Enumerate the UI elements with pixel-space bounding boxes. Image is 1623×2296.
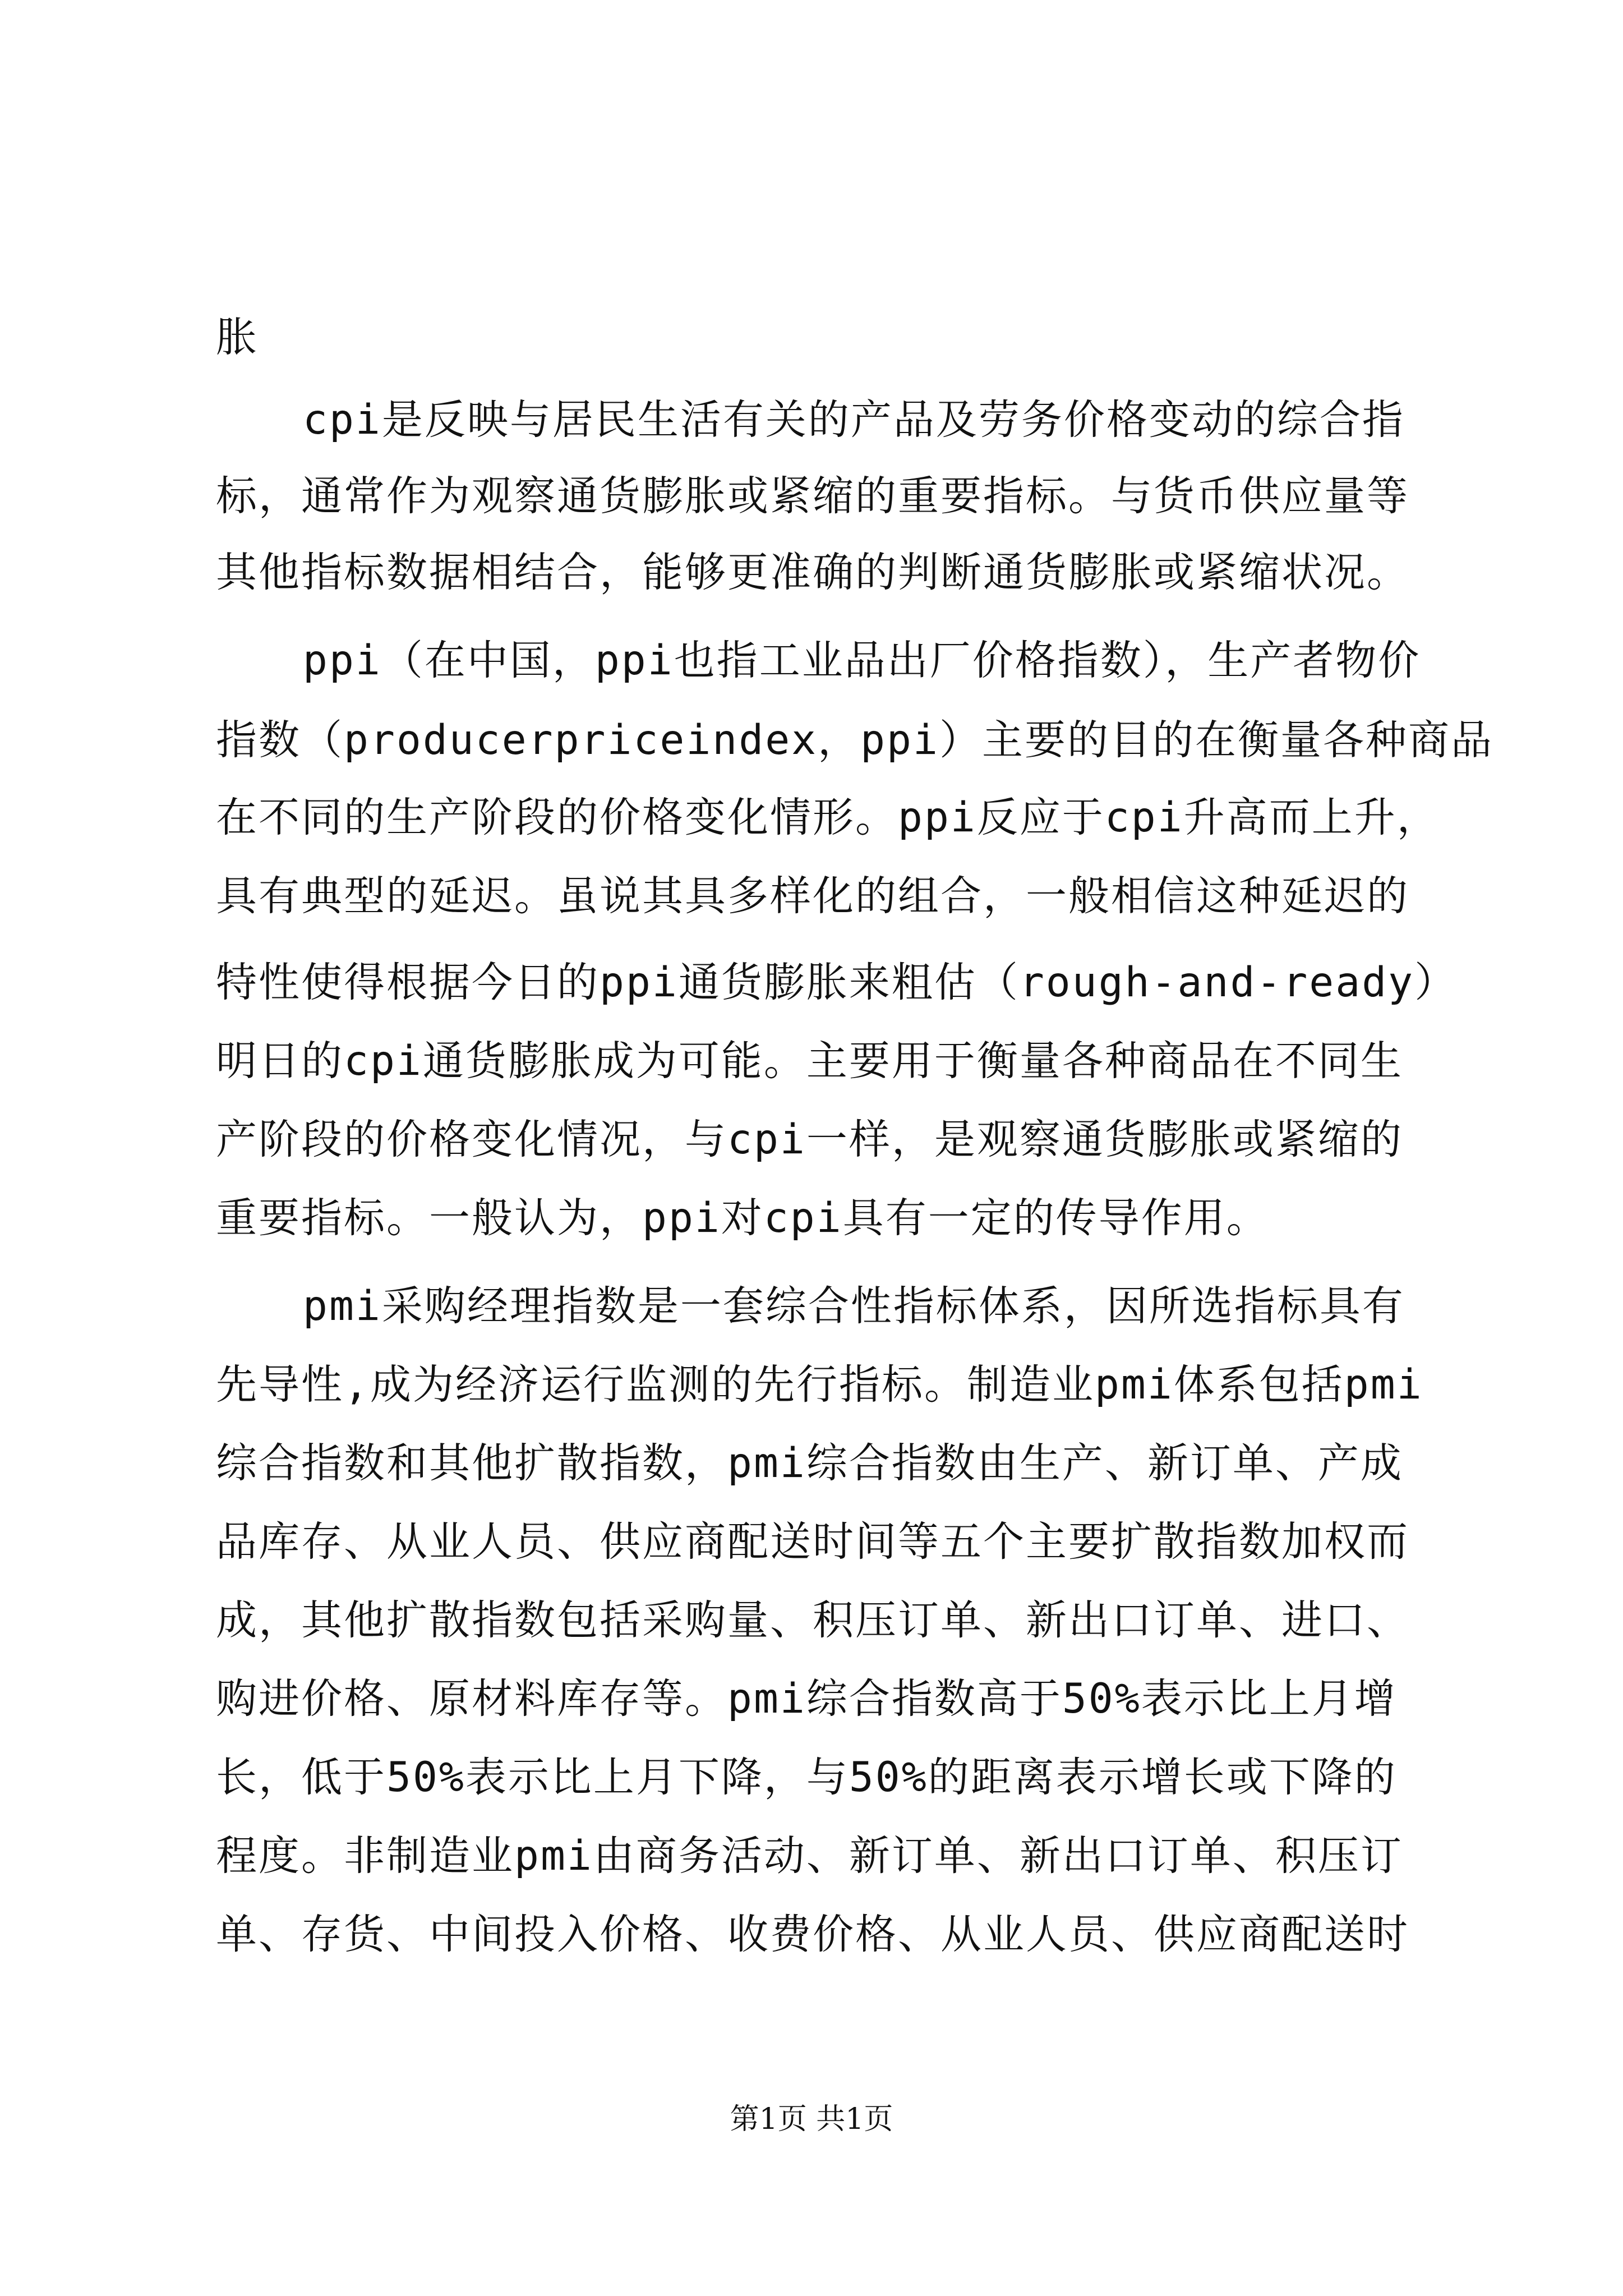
text-line: 产阶段的价格变化情况，与cpi一样，是观察通货膨胀或紧缩的 [216, 1116, 1403, 1163]
text-line: 购进价格、原材料库存等。pmi综合指数高于50%表示比上月增 [216, 1675, 1397, 1723]
text-line: 长，低于50%表示比上月下降，与50%的距离表示增长或下降的 [216, 1754, 1397, 1801]
text-line: 品库存、从业人员、供应商配送时间等五个主要扩散指数加权而 [216, 1518, 1409, 1566]
text-line: pmi采购经理指数是一套综合性指标体系，因所选指标具有 [303, 1282, 1405, 1330]
text-line: cpi是反映与居民生活有关的产品及劳务价格变动的综合指 [303, 396, 1405, 444]
text-line: ppi（在中国，ppi也指工业品出厂价格指数），生产者物价 [303, 637, 1421, 684]
text-line: 明日的cpi通货膨胀成为可能。主要用于衡量各种商品在不同生 [216, 1037, 1403, 1085]
text-line: 成，其他扩散指数包括采购量、积压订单、新出口订单、进口、 [216, 1596, 1409, 1644]
text-line: 指数（producerpriceindex，ppi）主要的目的在衡量各种商品 [216, 716, 1493, 764]
text-line: 重要指标。一般认为，ppi对cpi具有一定的传导作用。 [216, 1194, 1269, 1242]
text-line: 特性使得根据今日的ppi通货膨胀来粗估（rough-and-ready） [216, 959, 1458, 1006]
text-line: 程度。非制造业pmi由商务活动、新订单、新出口订单、积压订 [216, 1832, 1403, 1880]
text-line: 其他指标数据相结合，能够更准确的判断通货膨胀或紧缩状况。 [216, 549, 1409, 596]
text-line: 先导性,成为经济运行监测的先行指标。制造业pmi体系包括pmi [216, 1361, 1423, 1409]
page-number: 第1页 共1页 [730, 2102, 893, 2136]
text-line: 综合指数和其他扩散指数，pmi综合指数由生产、新订单、产成 [216, 1439, 1403, 1487]
text-line: 单、存货、中间投入价格、收费价格、从业人员、供应商配送时 [216, 1911, 1409, 1958]
text-line: 在不同的生产阶段的价格变化情形。ppi反应于cpi升高而上升， [216, 794, 1440, 841]
text-line: 胀 [216, 314, 259, 361]
text-line: 具有典型的延迟。虽说其具多样化的组合，一般相信这种延迟的 [216, 872, 1409, 920]
text-line: 标，通常作为观察通货膨胀或紧缩的重要指标。与货币供应量等 [216, 472, 1409, 520]
